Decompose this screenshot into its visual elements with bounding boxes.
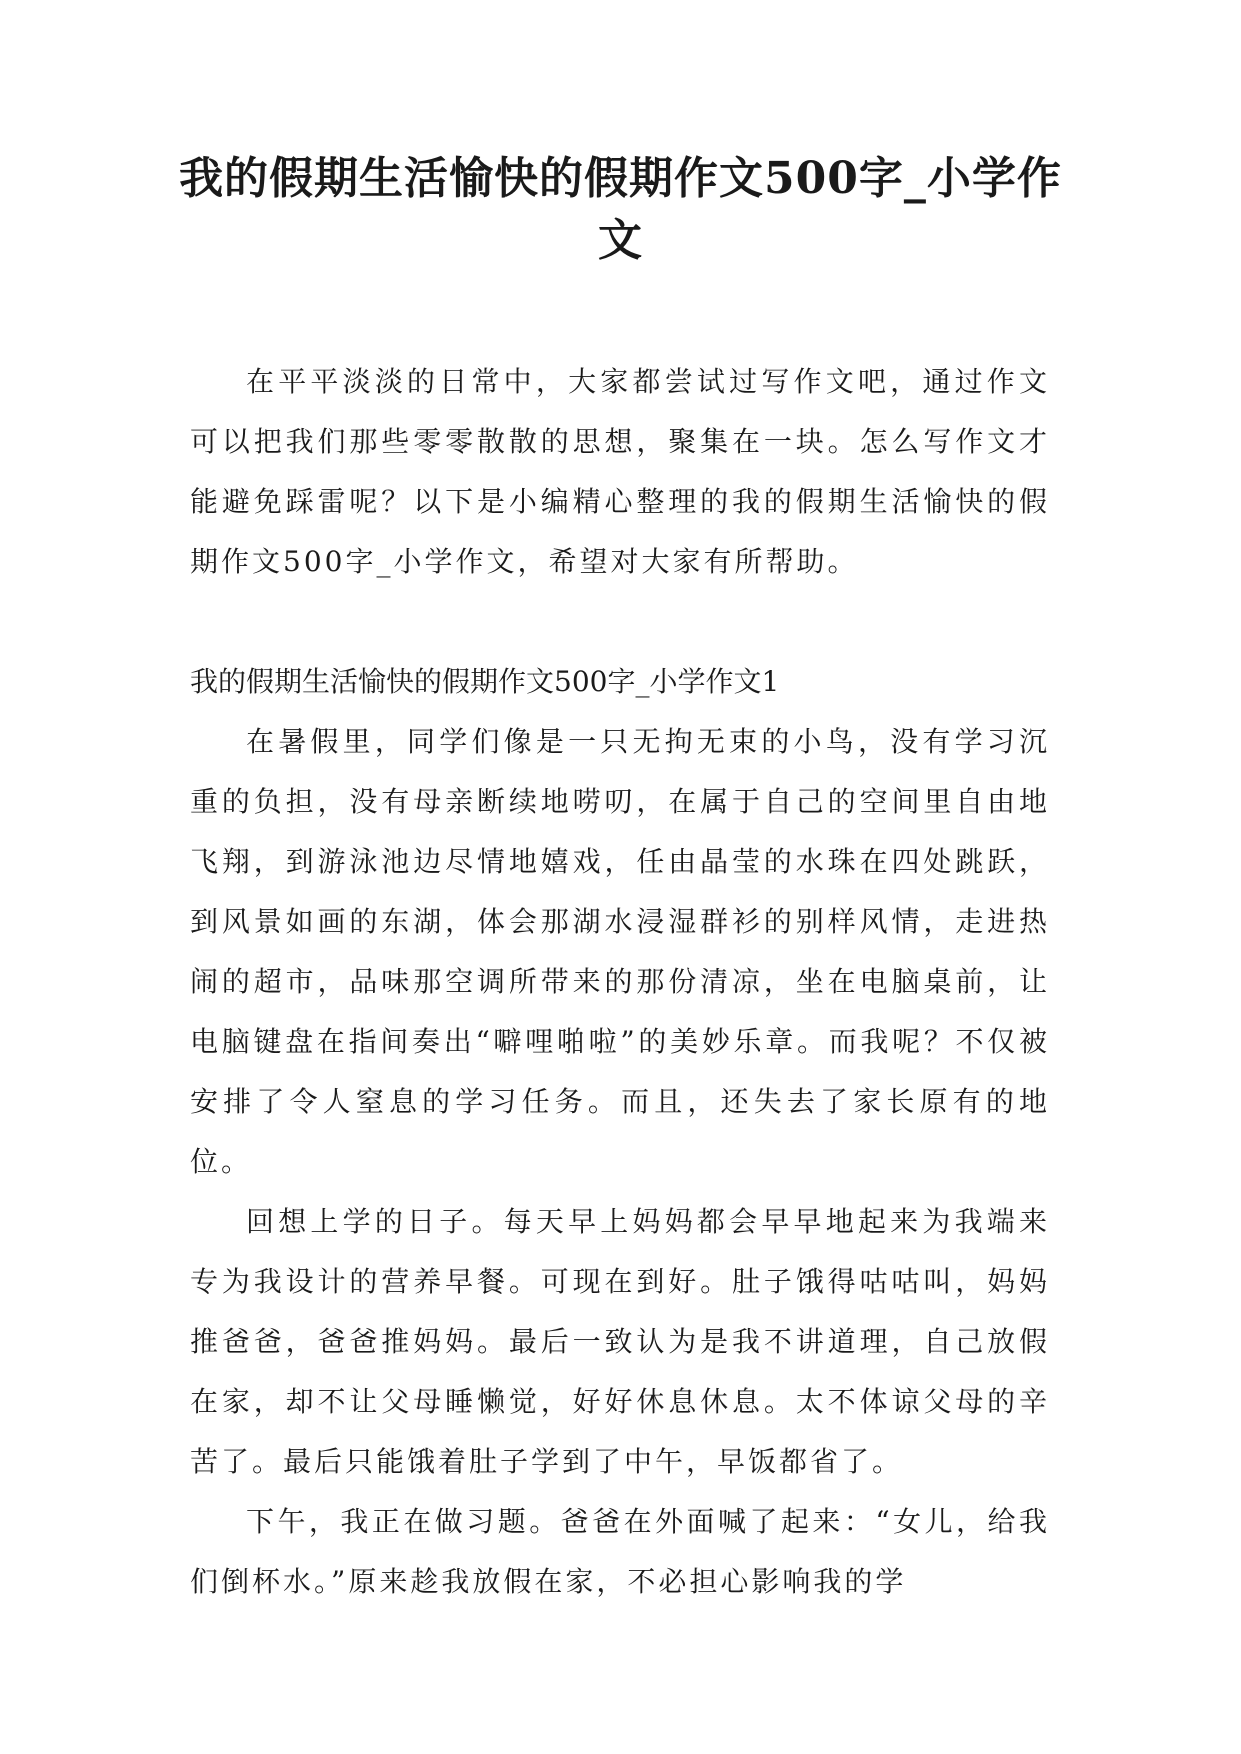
- document-body: [190, 352, 1050, 1612]
- section-heading: 我的假期生活愉快的假期作文500字_小学作文1: [190, 665, 780, 698]
- document-title: 我的假期生活愉快的假期作文500字_小学作文: [179, 153, 1062, 266]
- body-paragraph: 下午，我正在做习题。爸爸在外面喊了起来：“女儿，给我们倒杯水。”原来趁我放假在家，不必担心影响我的学: [190, 1505, 1050, 1598]
- intro-paragraph: 在平平淡淡的日常中，大家都尝试过写作文吧，通过作文可以把我们那些零零散散的思想，聚集在一块。怎么写作文才能避免踩雷呢？以下是小编精心整理的我的假期生活愉快的假期作文500字_小学作文，希望对大家有所帮助。: [190, 365, 1050, 578]
- body-paragraph: 回想上学的日子。每天早上妈妈都会早早地起来为我端来专为我设计的营养早餐。可现在到好。肚子饿得咕咕叫，妈妈推爸爸，爸爸推妈妈。最后一致认为是我不讲道理，自己放假在家，却不让父母睡懒觉，好好休息休息。太不体谅父母的辛苦了。最后只能饿着肚子学到了中午，早饭都省了。: [190, 1205, 1050, 1478]
- body-paragraph: 在暑假里，同学们像是一只无拘无束的小鸟，没有学习沉重的负担，没有母亲断续地唠叨，在属于自己的空间里自由地飞翔，到游泳池边尽情地嬉戏，任由晶莹的水珠在四处跳跃，到风景如画的东湖，体会那湖水浸湿群衫的别样风情，走进热闹的超市，品味那空调所带来的那份清凉，坐在电脑桌前，让电脑键盘在指间奏出“噼哩啪啦”的美妙乐章。而我呢？不仅被安排了令人窒息的学习任务。而且，还失去了家长原有的地位。: [190, 725, 1050, 1178]
